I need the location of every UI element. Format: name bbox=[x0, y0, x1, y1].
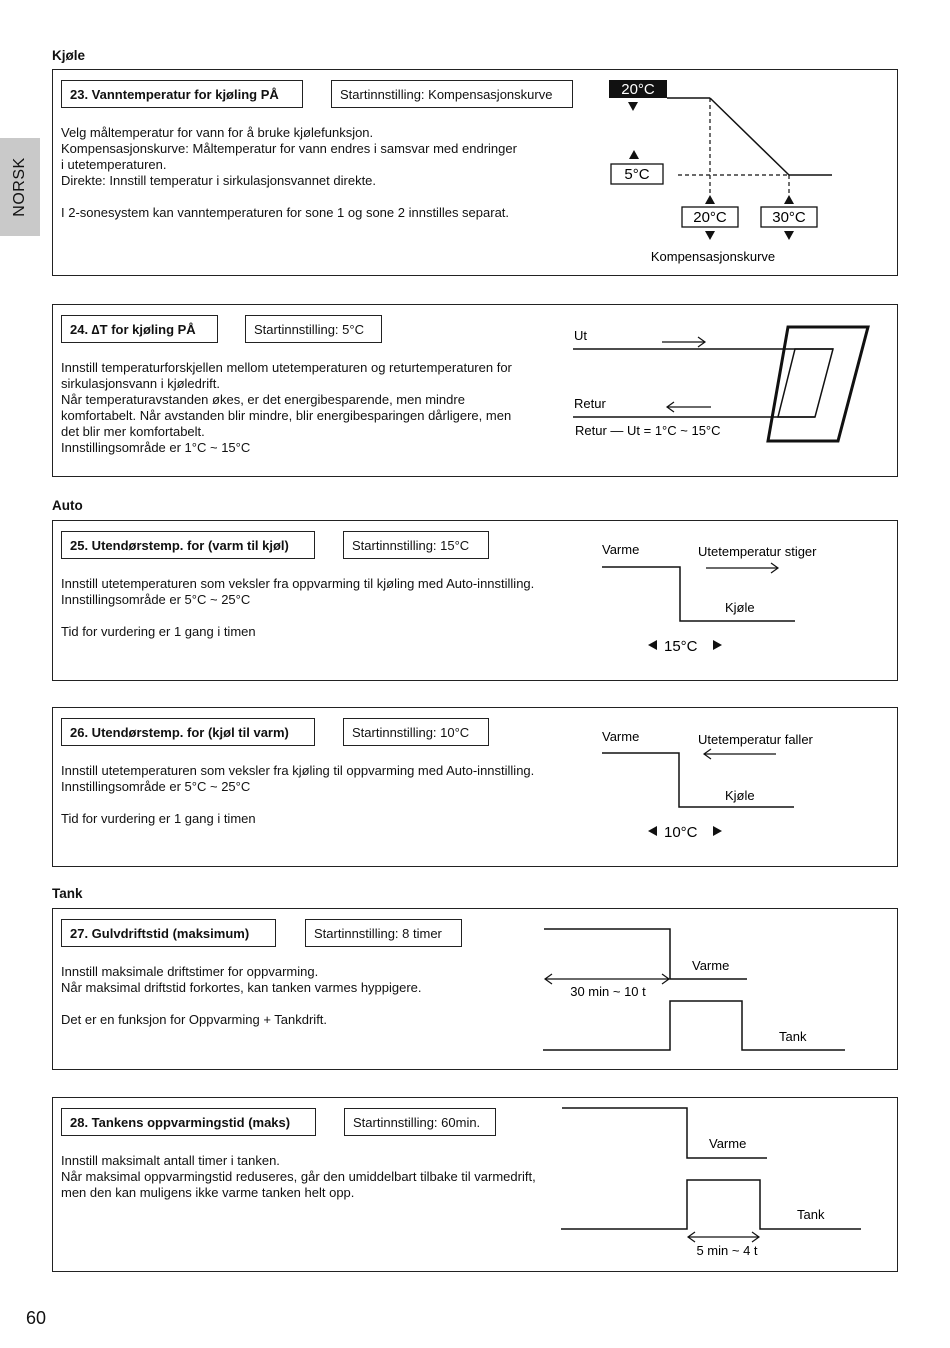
setting-title-28: 28. Tankens oppvarmingstid (maks) bbox=[61, 1108, 316, 1136]
threshold-value: 15°C bbox=[664, 638, 698, 655]
heat-label: Varme bbox=[602, 729, 640, 744]
tank-label: Tank bbox=[797, 1207, 825, 1222]
x-right-temp-label: 30°C bbox=[772, 209, 806, 226]
heat-label: Varme bbox=[709, 1136, 747, 1151]
increase-triangle-icon bbox=[713, 640, 722, 650]
setting-title-24: 24. ∆T for kjøling PÅ bbox=[61, 315, 218, 343]
setting-description-26: Innstill utetemperaturen som veksler fra kjøling til oppvarming med Auto-innstilling. Innstillingsområde er 5°C ~ 25°C Tid for vurdering er 1 gang i timen bbox=[61, 763, 535, 826]
setting-title-23: 23. Vanntemperatur for kjøling PÅ bbox=[61, 80, 303, 108]
setting-description-23: Velg måltemperatur for vann for å bruke kjølefunksjon. Kompensasjonskurve: Måltemperatur for vann endres i samsvar med endringer i utetemperaturen. Direkte: Innstill temperatur i sirkulasjonsvannet direkte. I 2-sonesystem kan vanntemperaturen for sone 1 og sone 2 innstilles separat. bbox=[61, 125, 517, 220]
x-right-up-arrow-icon bbox=[784, 195, 794, 204]
setting-description-28: Innstill maksimalt antall timer i tanken. Når maksimal oppvarmingstid reduseres, går den umiddelbart tilbake til varmedrift, men den kan muligens ikke varme tanken helt opp. bbox=[61, 1153, 536, 1200]
runtime-range: 30 min ~ 10 t bbox=[570, 984, 646, 999]
heating-time-range: 5 min ~ 4 t bbox=[696, 1243, 758, 1258]
x-left-down-arrow-icon bbox=[705, 231, 715, 240]
increase-triangle-icon bbox=[713, 826, 722, 836]
setting-panel-24 bbox=[52, 304, 898, 477]
setting-description-27: Innstill maksimale driftstimer for oppvarming. Når maksimal driftstid forkortes, kan tanken varmes hyppigere. Det er en funksjon for Oppvarming + Tankdrift. bbox=[61, 964, 422, 1027]
setting-panel-26 bbox=[52, 707, 898, 867]
heat-exchanger-outer-icon bbox=[768, 327, 868, 441]
heat-exchanger-inner-icon bbox=[778, 349, 833, 417]
decrease-triangle-icon bbox=[648, 826, 657, 836]
section-heading-cooling: Kjøle bbox=[52, 48, 86, 63]
compensation-curve-diagram bbox=[603, 74, 893, 274]
cool-label: Kjøle bbox=[725, 600, 755, 615]
setting-default-25: Startinnstilling: 15°C bbox=[343, 531, 489, 559]
trend-label: Utetemperatur faller bbox=[698, 732, 813, 747]
top-temp-down-arrow-icon bbox=[628, 102, 638, 111]
setting-panel-25 bbox=[52, 520, 898, 681]
cool-to-heat-diagram bbox=[593, 720, 893, 860]
tank-heating-time-diagram bbox=[553, 1102, 893, 1267]
section-heading-auto: Auto bbox=[52, 498, 83, 513]
page-number: 60 bbox=[26, 1308, 47, 1328]
setting-title-25: 25. Utendørstemp. for (varm til kjøl) bbox=[61, 531, 315, 559]
setting-default-23: Startinnstilling: Kompensasjonskurve bbox=[331, 80, 573, 108]
compensation-curve-caption: Kompensasjonskurve bbox=[650, 249, 776, 264]
setting-panel-23 bbox=[52, 69, 898, 276]
low-temp-label: 5°C bbox=[624, 166, 650, 183]
setting-default-27: Startinnstilling: 8 timer bbox=[305, 919, 462, 947]
trend-label: Utetemperatur stiger bbox=[698, 544, 817, 559]
setting-default-28: Startinnstilling: 60min. bbox=[344, 1108, 496, 1136]
out-label: Ut bbox=[574, 328, 587, 343]
decrease-triangle-icon bbox=[648, 640, 657, 650]
delta-t-formula: Retur — Ut = 1°C ~ 15°C bbox=[575, 423, 721, 438]
return-label: Retur bbox=[574, 396, 606, 411]
setting-title-26: 26. Utendørstemp. for (kjøl til varm) bbox=[61, 718, 315, 746]
floor-runtime-diagram bbox=[533, 917, 893, 1067]
heat-label: Varme bbox=[602, 542, 640, 557]
x-left-up-arrow-icon bbox=[705, 195, 715, 204]
x-left-temp-label: 20°C bbox=[693, 209, 727, 226]
setting-default-26: Startinnstilling: 10°C bbox=[343, 718, 489, 746]
language-side-tab-label: NORSK bbox=[11, 157, 28, 217]
setting-panel-27 bbox=[52, 908, 898, 1070]
setting-default-24: Startinnstilling: 5°C bbox=[245, 315, 382, 343]
setting-panel-28 bbox=[52, 1097, 898, 1272]
top-temp-label: 20°C bbox=[621, 81, 655, 98]
heat-label: Varme bbox=[692, 958, 730, 973]
x-right-down-arrow-icon bbox=[784, 231, 794, 240]
cool-label: Kjøle bbox=[725, 788, 755, 803]
heat-to-cool-diagram bbox=[593, 533, 893, 673]
tank-label: Tank bbox=[779, 1029, 807, 1044]
setting-description-25: Innstill utetemperaturen som veksler fra oppvarming til kjøling med Auto-innstilling. Innstillingsområde er 5°C ~ 25°C Tid for vurdering er 1 gang i timen bbox=[61, 576, 535, 639]
section-heading-tank: Tank bbox=[52, 886, 83, 901]
setting-title-27: 27. Gulvdriftstid (maksimum) bbox=[61, 919, 276, 947]
setting-description-24: Innstill temperaturforskjellen mellom utetemperaturen og returtemperaturen for sirkulasjonsvann i kjøledrift. Når temperaturavstanden økes, er det energibesparende, men mindre komfortabelt. Når avstanden blir mindre, blir energibesparingen dårligere, men det blir mer komfortabelt. Innstillingsområde er 1°C ~ 15°C bbox=[61, 360, 512, 455]
threshold-value: 10°C bbox=[664, 824, 698, 841]
language-side-tab bbox=[0, 138, 40, 236]
delta-t-diagram bbox=[563, 311, 893, 471]
low-temp-up-arrow-icon bbox=[629, 150, 639, 159]
